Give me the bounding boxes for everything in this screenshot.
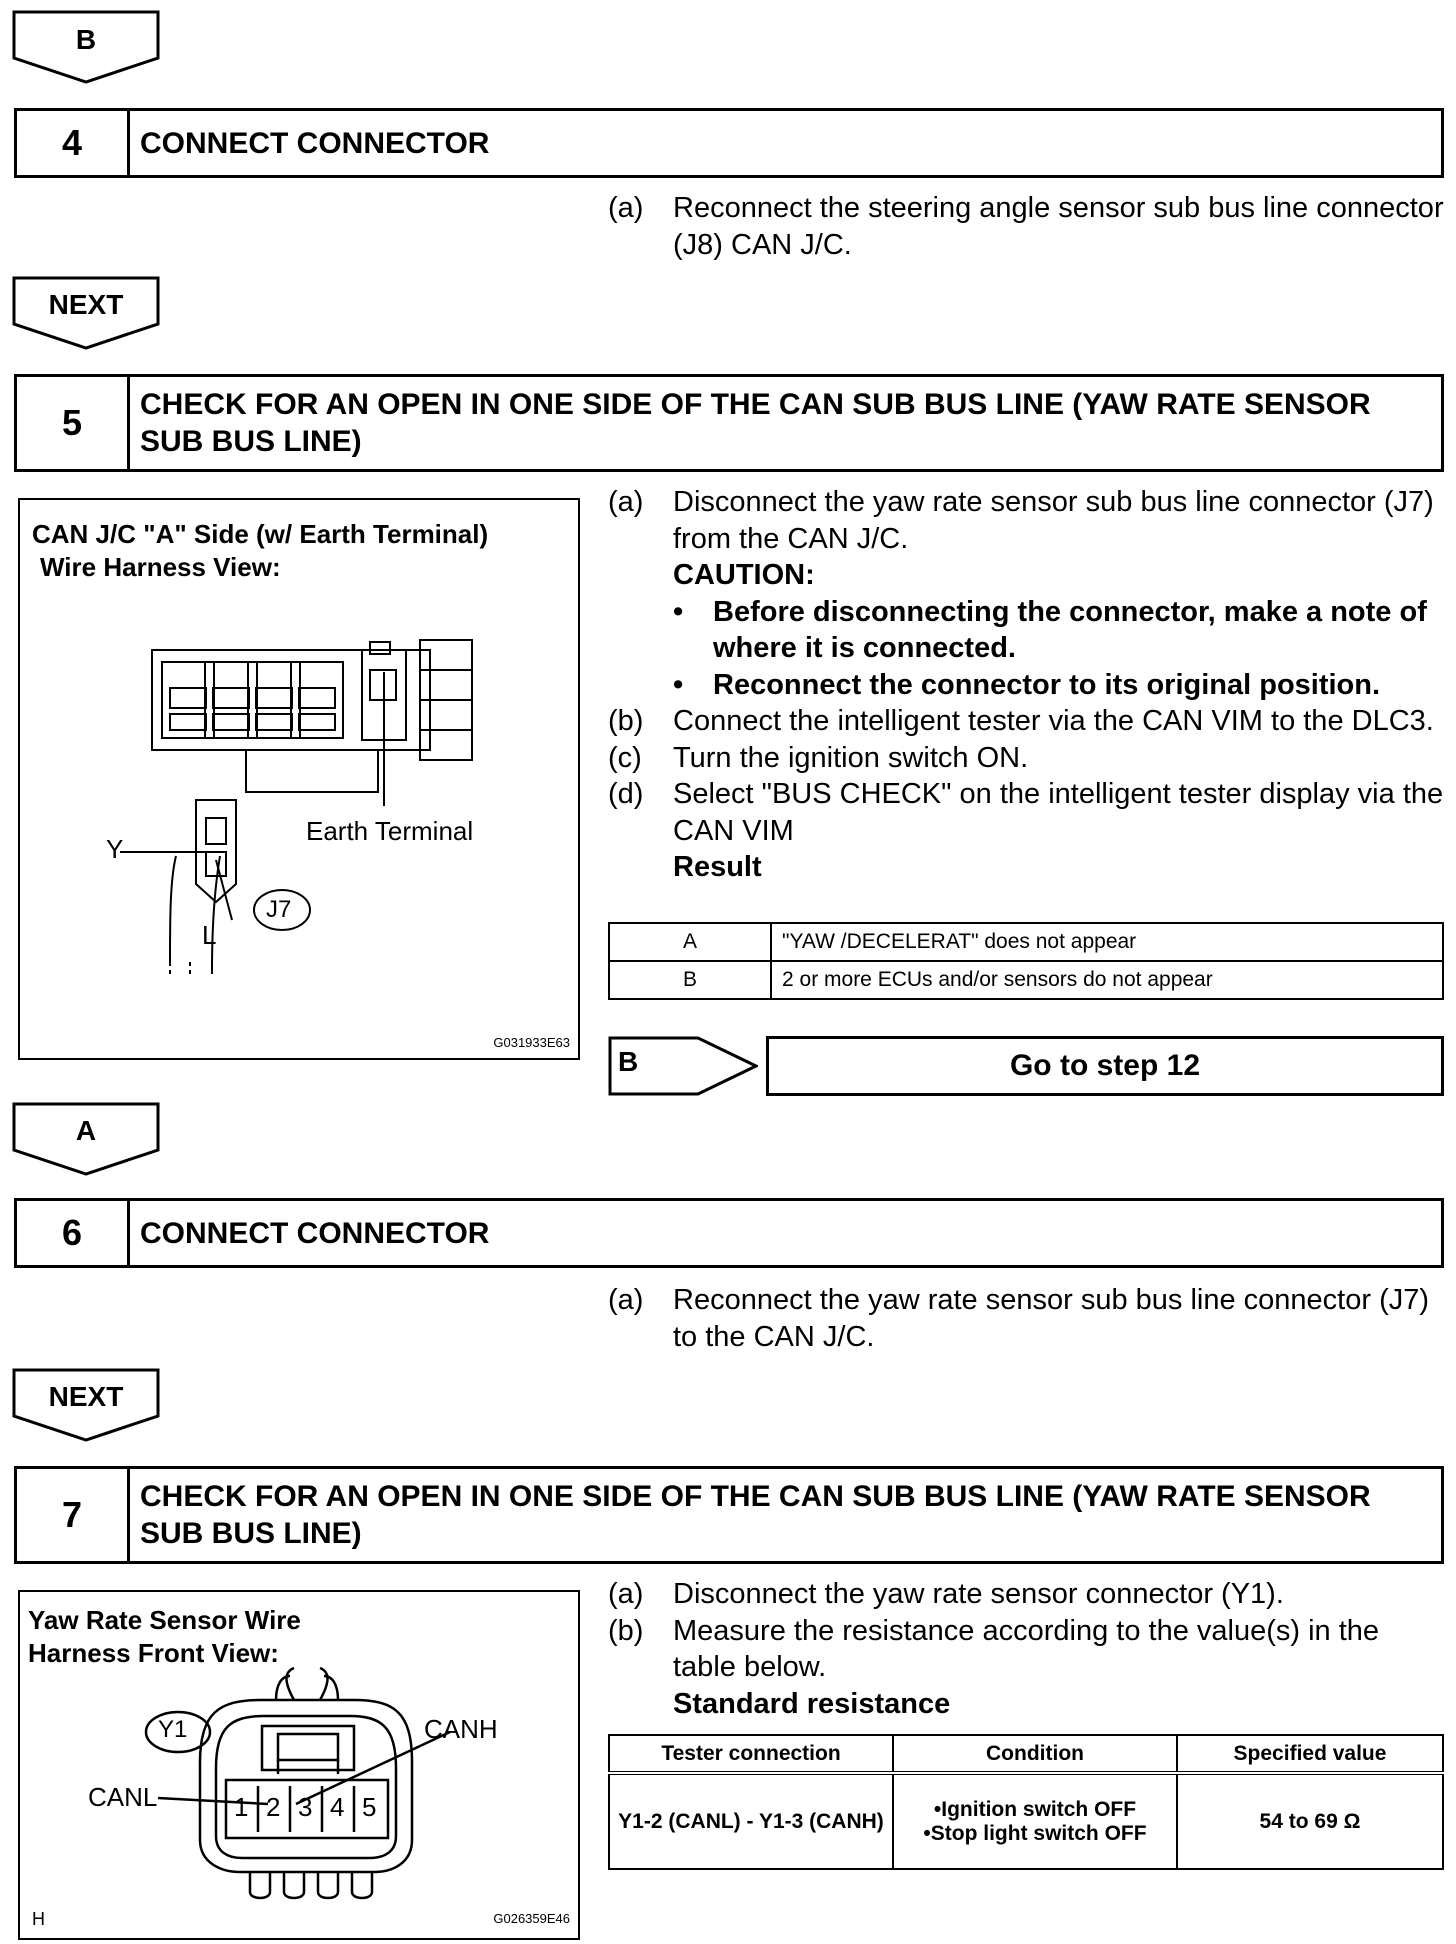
cell-condition	[893, 1773, 1177, 1869]
label-y1: Y1	[158, 1716, 188, 1743]
step-7-title: CHECK FOR AN OPEN IN ONE SIDE OF THE CAN SUB BUS LINE (YAW RATE SENSOR SUB BUS LINE)	[140, 1480, 1371, 1550]
item-label: (b)	[608, 705, 644, 737]
step-6-items	[608, 1282, 1448, 1355]
can-jc-connector-drawing	[20, 500, 582, 1062]
step-7-number: 7	[17, 1469, 130, 1561]
step-5-header	[14, 374, 1444, 472]
table-row	[609, 923, 1443, 961]
figure-title-line2: Wire Harness View:	[40, 552, 281, 582]
item-text: Turn the ignition switch ON.	[673, 741, 1029, 774]
label-canl: CANL	[88, 1782, 158, 1812]
step-7-header	[14, 1466, 1444, 1564]
pin-4: 4	[330, 1792, 345, 1822]
item-label: (a)	[608, 1284, 644, 1316]
step-6-header	[14, 1198, 1444, 1268]
caution-label: CAUTION:	[673, 559, 815, 591]
result-table	[608, 922, 1444, 1000]
item-text: Measure the resistance according to the value(s) in the table below.	[673, 1614, 1380, 1683]
item-text: Disconnect the yaw rate sensor connector (Y1).	[673, 1578, 1284, 1610]
yaw-rate-connector-drawing	[20, 1592, 582, 1942]
step-6-item-a	[608, 1282, 1448, 1355]
step-4-title: CONNECT CONNECTOR	[140, 126, 490, 160]
result-code: A	[609, 923, 771, 961]
figure-code: G026359E46	[493, 1911, 570, 1926]
table-row	[609, 1773, 1443, 1869]
figure-title-line1: Yaw Rate Sensor Wire	[28, 1605, 301, 1635]
tag-next-2: NEXT	[48, 1381, 124, 1412]
bullet-text: Reconnect the connector to its original position.	[713, 668, 1381, 701]
step-5-number: 5	[17, 377, 130, 469]
item-text: Reconnect the steering angle sensor sub bus line connector (J8) CAN J/C.	[673, 192, 1444, 261]
figure-corner-mark: H	[32, 1909, 45, 1929]
step-5-item-a	[608, 484, 1448, 557]
result-code: B	[609, 961, 771, 999]
item-label: (a)	[608, 486, 644, 518]
figure-code: G031933E63	[493, 1035, 570, 1050]
step-5-item-c	[608, 740, 1448, 777]
label-earth-terminal: Earth Terminal	[306, 816, 474, 846]
tag-a: A	[75, 1115, 97, 1146]
bullet-dot: •	[673, 668, 684, 701]
tag-next-1: NEXT	[48, 289, 124, 320]
pin-2: 2	[266, 1792, 281, 1822]
step-7-item-b	[608, 1613, 1448, 1686]
pin-5: 5	[362, 1792, 377, 1822]
item-label: (d)	[608, 778, 644, 810]
step-4-items	[608, 190, 1448, 263]
step-4-item-a	[608, 190, 1448, 263]
item-text: Disconnect the yaw rate sensor sub bus line connector (J7) from the CAN J/C.	[673, 486, 1434, 555]
step-4-number: 4	[17, 111, 130, 175]
item-label: (a)	[608, 1578, 644, 1610]
step-4-header	[14, 108, 1444, 178]
item-label: (c)	[608, 741, 642, 774]
item-text: Connect the intelligent tester via the CAN VIM to the DLC3.	[673, 705, 1434, 737]
table-row	[609, 961, 1443, 999]
item-text: Select "BUS CHECK" on the intelligent tester display via the CAN VIM	[673, 778, 1444, 847]
bullet-text: Before disconnecting the connector, make a note of where it is connected.	[713, 595, 1427, 664]
label-j7: J7	[266, 896, 292, 923]
result-text: 2 or more ECUs and/or sensors do not appear	[771, 961, 1443, 999]
step-7-item-a	[608, 1576, 1448, 1613]
step-5-items	[608, 484, 1448, 886]
bullet-dot: •	[673, 595, 684, 628]
item-label: (a)	[608, 192, 644, 224]
figure-title-line2: Harness Front View:	[28, 1638, 279, 1668]
item-text: Reconnect the yaw rate sensor sub bus line connector (J7) to the CAN J/C.	[673, 1284, 1430, 1353]
pin-1: 1	[234, 1792, 249, 1822]
resistance-table	[608, 1734, 1444, 1870]
result-text: "YAW /DECELERAT" does not appear	[771, 923, 1443, 961]
condition-line-2: •Stop light switch OFF	[923, 1821, 1147, 1845]
branch-b-label: B	[618, 1046, 639, 1077]
result-label: Result	[673, 851, 762, 883]
step-6-number: 6	[17, 1201, 130, 1265]
tag-b-top: B	[75, 24, 97, 55]
step-7-items	[608, 1576, 1448, 1722]
standard-resistance-label: Standard resistance	[673, 1687, 951, 1720]
header-condition: Condition	[893, 1735, 1177, 1773]
step-5-title: CHECK FOR AN OPEN IN ONE SIDE OF THE CAN SUB BUS LINE (YAW RATE SENSOR SUB BUS LINE)	[140, 388, 1371, 458]
step-5-item-b	[608, 703, 1448, 740]
label-y: Y	[106, 834, 124, 864]
label-canh: CANH	[424, 1714, 498, 1744]
header-specified-value: Specified value	[1177, 1735, 1443, 1773]
step-5-figure	[18, 498, 580, 1060]
step-6-title: CONNECT CONNECTOR	[140, 1216, 490, 1250]
caution-bullet-2	[608, 667, 1448, 704]
condition-line-1: •Ignition switch OFF	[933, 1797, 1137, 1821]
pin-3: 3	[298, 1792, 313, 1822]
step-5-item-d	[608, 776, 1448, 849]
cell-value: 54 to 69 Ω	[1177, 1773, 1443, 1869]
item-label: (b)	[608, 1614, 644, 1647]
table-header-row	[609, 1735, 1443, 1773]
go-to-step-12-link[interactable]: Go to step 12	[766, 1036, 1444, 1096]
figure-title-line1: CAN J/C "A" Side (w/ Earth Terminal)	[32, 519, 489, 549]
header-tester-connection: Tester connection	[609, 1735, 893, 1773]
step-7-figure	[18, 1590, 580, 1940]
caution-bullet-1	[608, 594, 1448, 667]
cell-connection: Y1-2 (CANL) - Y1-3 (CANH)	[609, 1773, 893, 1869]
label-l: L	[202, 920, 217, 950]
